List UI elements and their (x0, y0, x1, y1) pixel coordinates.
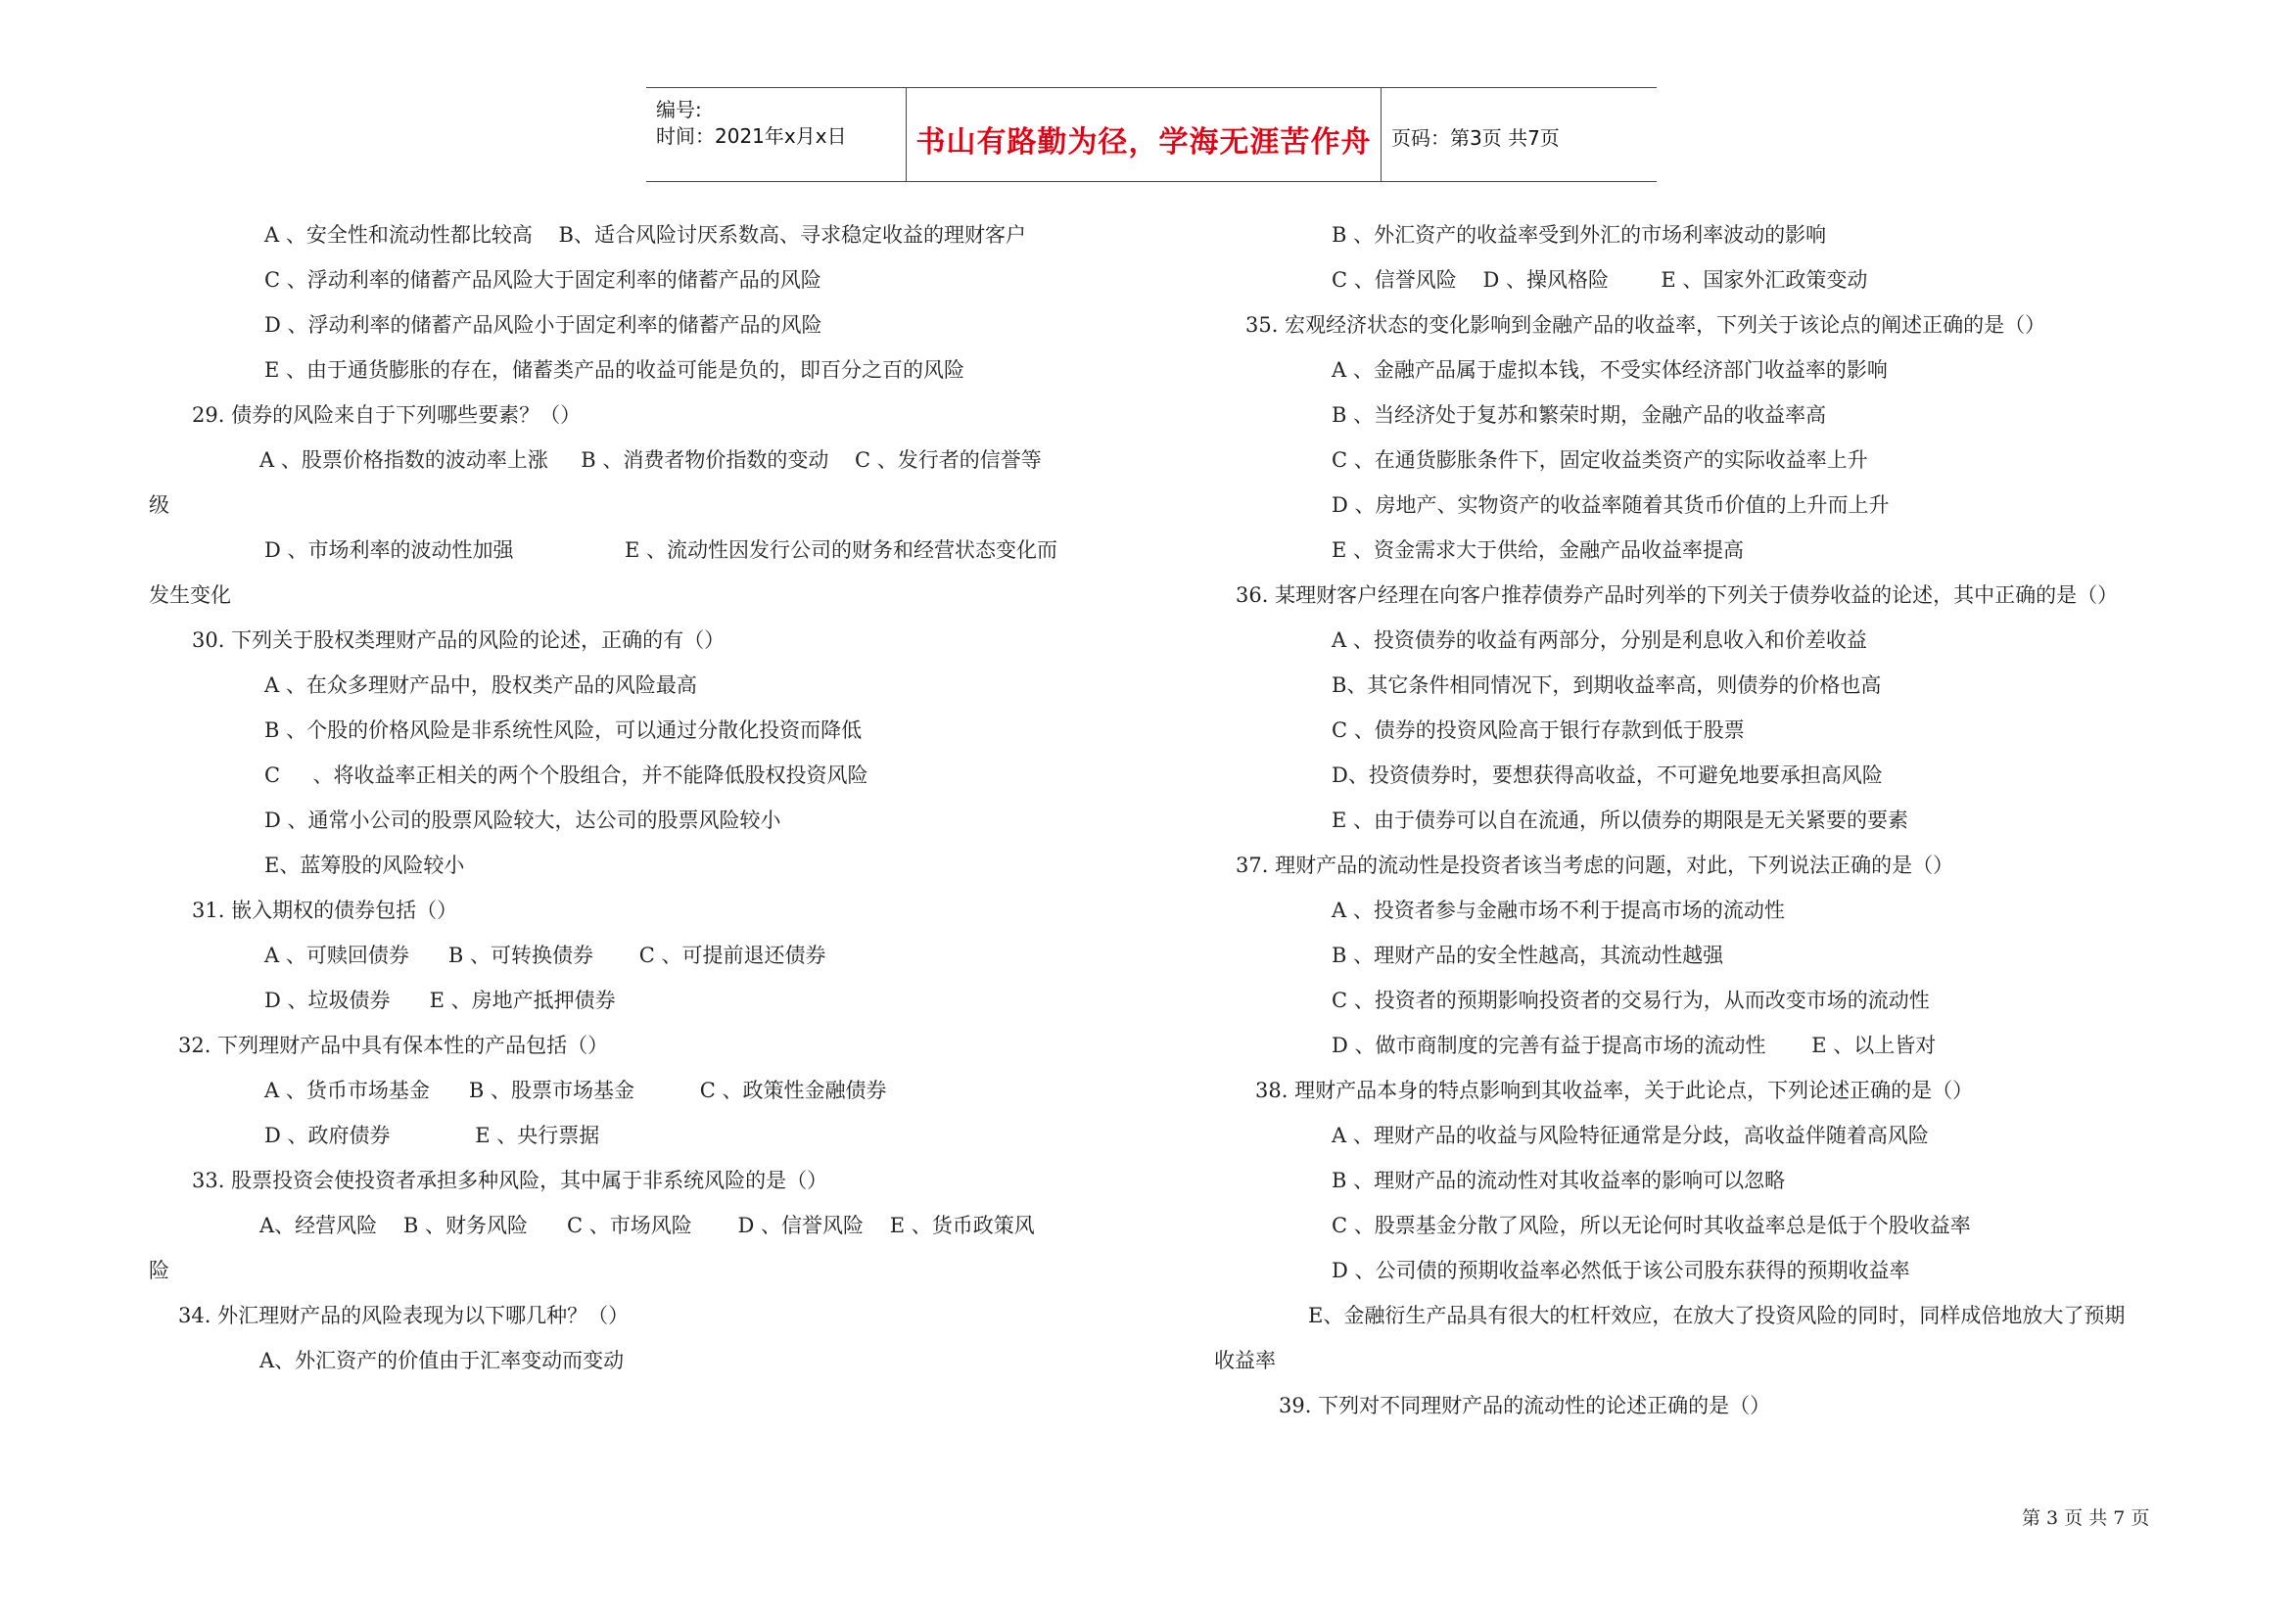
page-label: 页码：第3页 共7页 (1391, 126, 1560, 150)
left-line: 发生变化 (149, 583, 231, 607)
right-line: B 、外汇资产的收益率受到外汇的市场利率波动的影响 (1332, 223, 1827, 247)
right-line: A 、理财产品的收益与风险特征通常是分歧，高收益伴随着高风险 (1332, 1124, 1929, 1147)
document-header (646, 87, 1657, 182)
question-38: 38. 理财产品本身的特点影响到其收益率，关于此论点，下列论述正确的是（） (1255, 1079, 1974, 1102)
question-35: 35. 宏观经济状态的变化影响到金融产品的收益率，下列关于该论点的阐述正确的是（） (1245, 313, 2046, 337)
left-line: A、经营风险 B 、财务风险 C 、市场风险 D 、信誉风险 E 、货币政策风 (259, 1214, 1035, 1237)
question-32: 32. 下列理财产品中具有保本性的产品包括（） (178, 1034, 609, 1057)
right-line: C 、投资者的预期影响投资者的交易行为，从而改变市场的流动性 (1332, 989, 1930, 1012)
left-line: E 、由于通货膨胀的存在，储蓄类产品的收益可能是负的，即百分之百的风险 (264, 358, 965, 382)
right-line: 收益率 (1214, 1349, 1276, 1372)
header-motto-cell (906, 88, 1382, 181)
left-line: 级 (149, 493, 169, 517)
left-line: A 、在众多理财产品中，股权类产品的风险最高 (264, 673, 697, 697)
left-line: B 、个股的价格风险是非系统性风险，可以通过分散化投资而降低 (264, 718, 863, 742)
left-line: E、蓝筹股的风险较小 (264, 854, 465, 877)
right-line: A 、投资者参与金融市场不利于提高市场的流动性 (1332, 899, 1785, 922)
right-line: C 、信誉风险 D 、操风格险 E 、国家外汇政策变动 (1332, 268, 1868, 292)
question-34: 34. 外汇理财产品的风险表现为以下哪几种？（） (178, 1304, 630, 1327)
left-line: A 、可赎回债券 B 、可转换债券 C 、可提前退还债券 (264, 944, 826, 967)
question-36: 36. 某理财客户经理在向客户推荐债券产品时列举的下列关于债券收益的论述，其中正确的是（） (1236, 583, 2119, 607)
right-line: D 、公司债的预期收益率必然低于该公司股东获得的预期收益率 (1332, 1259, 1910, 1282)
left-line: D 、垃圾债券 E 、房地产抵押债券 (264, 989, 616, 1012)
left-line: D 、通常小公司的股票风险较大，达公司的股票风险较小 (264, 809, 781, 832)
right-line: C 、股票基金分散了风险，所以无论何时其收益率总是低于个股收益率 (1332, 1214, 1971, 1237)
question-31: 31. 嵌入期权的债券包括（） (192, 899, 458, 922)
header-page-cell (1382, 88, 1656, 181)
time-label: 时间：2021年x月x日 (656, 124, 847, 148)
left-line: 险 (149, 1259, 169, 1282)
right-line: B、其它条件相同情况下，到期收益率高，则债券的价格也高 (1332, 673, 1882, 697)
left-line: A 、货币市场基金 B 、股票市场基金 C 、政策性金融债券 (264, 1079, 887, 1102)
right-line: A 、投资债券的收益有两部分，分别是利息收入和价差收益 (1332, 628, 1867, 652)
right-line: C 、在通货膨胀条件下，固定收益类资产的实际收益率上升 (1332, 448, 1868, 472)
right-line: C 、债券的投资风险高于银行存款到低于股票 (1332, 718, 1745, 742)
question-29: 29. 债券的风险来自于下列哪些要素？（） (192, 403, 582, 427)
right-line: B 、理财产品的流动性对其收益率的影响可以忽略 (1332, 1169, 1786, 1192)
question-33: 33. 股票投资会使投资者承担多种风险，其中属于非系统风险的是（） (192, 1169, 828, 1192)
question-30: 30. 下列关于股权类理财产品的风险的论述，正确的有（） (192, 628, 726, 652)
right-line: E 、由于债券可以自在流通，所以债券的期限是无关紧要的要素 (1332, 809, 1909, 832)
left-line: C 、将收益率正相关的两个个股组合，并不能降低股权投资风险 (264, 763, 868, 787)
right-line: D、投资债券时，要想获得高收益，不可避免地要承担高风险 (1332, 763, 1883, 787)
right-line: D 、房地产、实物资产的收益率随着其货币价值的上升而上升 (1332, 493, 1890, 517)
question-39: 39. 下列对不同理财产品的流动性的论述正确的是（） (1279, 1394, 1771, 1417)
left-line: D 、浮动利率的储蓄产品风险小于固定利率的储蓄产品的风险 (264, 313, 822, 337)
right-line: B 、理财产品的安全性越高，其流动性越强 (1332, 944, 1724, 967)
right-line: A 、金融产品属于虚拟本钱，不受实体经济部门收益率的影响 (1332, 358, 1888, 382)
header-info-cell (646, 88, 906, 181)
right-line: E 、资金需求大于供给，金融产品收益率提高 (1332, 538, 1745, 562)
right-line: B 、当经济处于复苏和繁荣时期，金融产品的收益率高 (1332, 403, 1827, 427)
question-37: 37. 理财产品的流动性是投资者该当考虑的问题，对此，下列说法正确的是（） (1236, 854, 1954, 877)
left-line: D 、政府债券 E 、央行票据 (264, 1124, 600, 1147)
code-label: 编号: (656, 98, 702, 121)
left-line: C 、浮动利率的储蓄产品风险大于固定利率的储蓄产品的风险 (264, 268, 821, 292)
page-footer: 第 3 页 共 7 页 (2022, 1507, 2150, 1529)
left-line: A、外汇资产的价值由于汇率变动而变动 (259, 1349, 625, 1372)
motto-text: 书山有路勤为径，学海无涯苦作舟 (915, 125, 1372, 160)
left-line: A 、安全性和流动性都比较高 B、适合风险讨厌系数高、寻求稳定收益的理财客户 (264, 223, 1026, 247)
right-line: D 、做市商制度的完善有益于提高市场的流动性 E 、以上皆对 (1332, 1034, 1937, 1057)
left-line: D 、市场利率的波动性加强 E 、流动性因发行公司的财务和经营状态变化而 (264, 538, 1057, 562)
left-line: A 、股票价格指数的波动率上涨 B 、消费者物价指数的变动 C 、发行者的信誉等 (259, 448, 1042, 472)
right-line: E、金融衍生产品具有很大的杠杆效应，在放大了投资风险的同时，同样成倍地放大了预期 (1308, 1304, 2126, 1327)
